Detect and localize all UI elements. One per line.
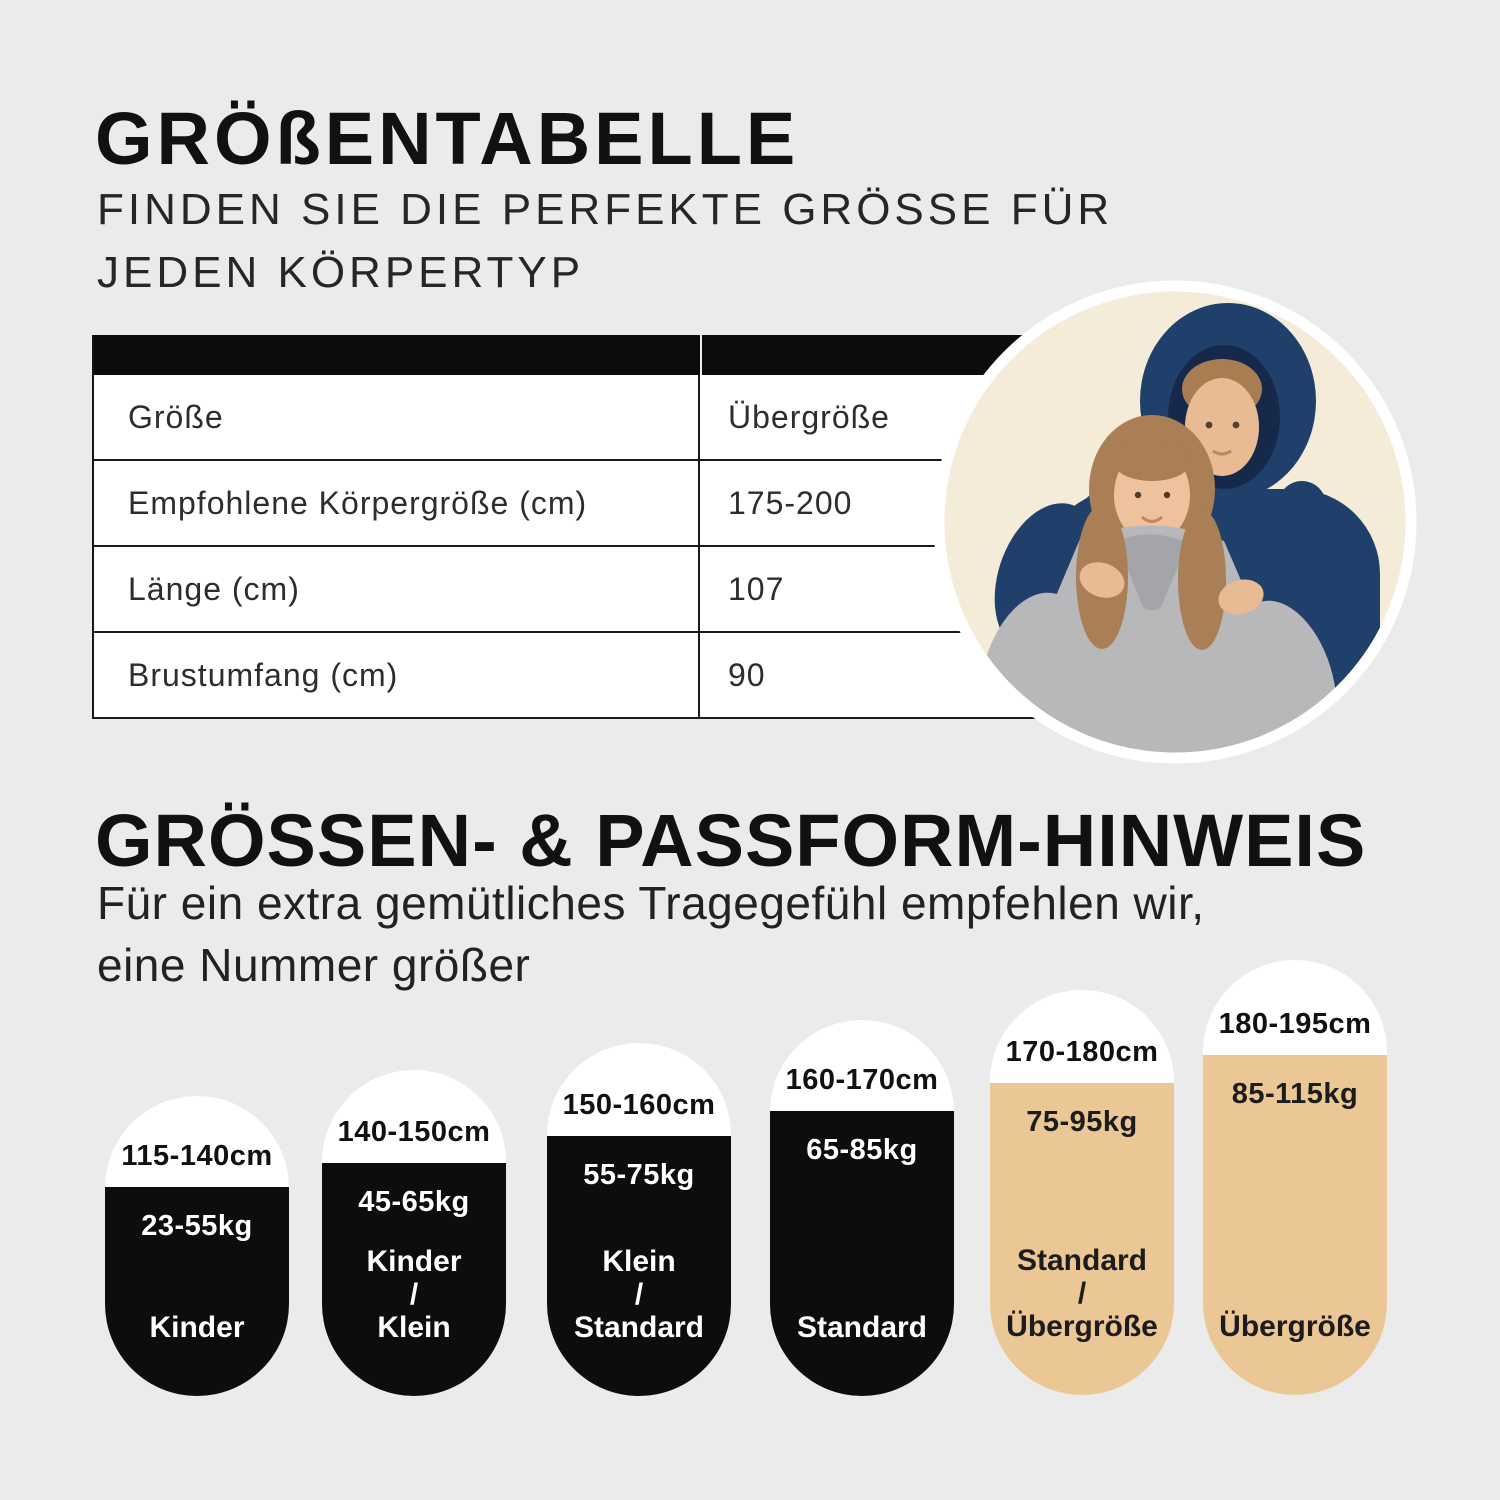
pill-size-line: Klein: [377, 1311, 451, 1344]
couple-photo: [930, 277, 1422, 769]
table-row-label: Brustumfang (cm): [94, 633, 700, 717]
size-table-header-divider: [700, 335, 702, 375]
size-pill-kinder: [105, 1096, 289, 1396]
pill-size-name: [322, 1245, 506, 1344]
size-chart-title: GRÖßENTABELLE: [95, 97, 800, 180]
fit-note-subtitle: [97, 872, 1205, 996]
pill-size-line: Standard: [573, 1311, 705, 1344]
table-row-label: Größe: [94, 375, 700, 459]
size-pill-standard: [770, 1020, 954, 1396]
table-row-value: Übergröße: [728, 398, 890, 435]
table-row-value: 175-200: [728, 484, 853, 521]
pill-size-name: [105, 1311, 289, 1344]
pill-size-line: /: [409, 1278, 419, 1311]
fit-note-subtitle-line-2: eine Nummer größer: [97, 939, 531, 991]
pill-size-line: /: [1077, 1277, 1087, 1310]
size-pill-standard-uebergroesse: [990, 990, 1174, 1395]
pill-size-line: /: [634, 1278, 644, 1311]
pill-height-range: 150-160cm: [562, 1089, 716, 1121]
pill-size-line: Kinder: [366, 1245, 462, 1278]
pill-size-line: Übergröße: [1006, 1310, 1158, 1343]
size-pill-klein-standard: [547, 1043, 731, 1396]
pill-size-line: Kinder: [149, 1311, 245, 1344]
table-row-label: Länge (cm): [94, 547, 700, 631]
pill-height-range: 180-195cm: [1218, 1008, 1372, 1040]
pill-weight-range: 75-95kg: [1026, 1106, 1138, 1138]
pill-size-line: Standard: [796, 1311, 928, 1344]
table-row-label: Empfohlene Körpergröße (cm): [94, 461, 700, 545]
pill-size-name: [990, 1244, 1174, 1343]
couple-photo-illustration: [930, 277, 1422, 769]
fit-note-title: GRÖSSEN- & PASSFORM-HINWEIS: [95, 799, 1367, 882]
size-pill-uebergroesse: [1203, 960, 1387, 1395]
pill-weight-range: 65-85kg: [806, 1134, 918, 1166]
pill-weight-range: 85-115kg: [1231, 1078, 1359, 1110]
table-row-value: 90: [728, 656, 766, 693]
pill-height-range: 115-140cm: [121, 1140, 273, 1172]
pill-size-line: Standard: [1016, 1244, 1148, 1277]
pill-height-range: 170-180cm: [1005, 1036, 1159, 1068]
pill-size-name: [770, 1311, 954, 1344]
pill-height-range: 140-150cm: [337, 1116, 491, 1148]
pill-weight-range: 45-65kg: [358, 1186, 470, 1218]
table-row-value: 107: [728, 570, 785, 607]
pill-weight-range: 23-55kg: [141, 1210, 253, 1242]
pill-size-line: Klein: [602, 1245, 676, 1278]
pill-size-name: [547, 1245, 731, 1344]
pill-height-range: 160-170cm: [785, 1064, 939, 1096]
pill-weight-range: 55-75kg: [583, 1159, 695, 1191]
pill-size-line: Übergröße: [1219, 1310, 1371, 1343]
size-pill-kinder-klein: [322, 1070, 506, 1396]
pill-size-name: [1203, 1310, 1387, 1343]
size-chart-subtitle-line-1: FINDEN SIE DIE PERFEKTE GRÖSSE FÜR: [97, 185, 1114, 234]
size-chart-subtitle-line-2: JEDEN KÖRPERTYP: [97, 248, 585, 297]
fit-note-subtitle-line-1: Für ein extra gemütliches Tragegefühl empfehlen wir,: [97, 877, 1205, 929]
